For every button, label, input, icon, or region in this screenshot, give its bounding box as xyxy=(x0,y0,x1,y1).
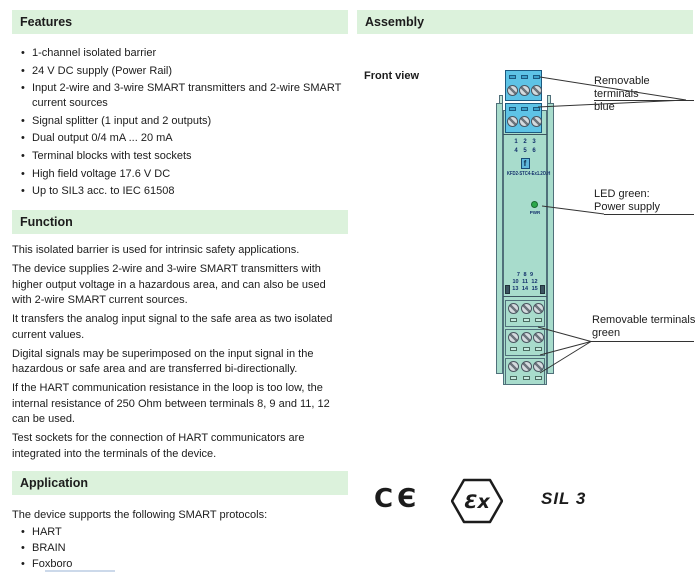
function-text xyxy=(12,243,348,462)
screw-terminal xyxy=(519,85,530,96)
test-socket xyxy=(510,376,517,380)
test-socket xyxy=(535,376,542,380)
test-socket xyxy=(533,75,540,79)
device-rail-right xyxy=(547,103,554,374)
feature-item: • Terminal blocks with test sockets xyxy=(12,149,348,164)
green-terminal-block-2 xyxy=(505,329,545,356)
terminal-numbers-top-row1: 1 2 3 xyxy=(514,139,536,145)
test-socket xyxy=(510,318,517,322)
device-model-label: KFD2-STC4-Ex1.2O.H xyxy=(506,171,551,177)
feature-item: • Dual output 0/4 mA ... 20 mA xyxy=(12,131,348,146)
assembly-section xyxy=(357,10,693,34)
screw-terminal xyxy=(507,85,518,96)
screw-terminal xyxy=(508,361,519,372)
function-paragraph: Test sockets for the connection of HART communicators are integrated into the terminals of the device. xyxy=(12,432,305,460)
feature-item: • Input 2-wire and 3-wire SMART transmitters and 2-wire SMART current sources xyxy=(12,81,348,111)
feature-item: • 1-channel isolated barrier xyxy=(12,46,348,61)
features-list xyxy=(12,46,348,199)
test-socket xyxy=(521,107,528,111)
features-section xyxy=(12,10,348,202)
screw-terminal xyxy=(531,85,542,96)
screw-terminal xyxy=(521,332,532,343)
svg-text:Ɛx: Ɛx xyxy=(464,491,490,513)
test-socket xyxy=(535,318,542,322)
blue-terminal-block-1 xyxy=(505,70,542,101)
power-led-icon xyxy=(531,201,538,208)
application-section xyxy=(12,471,348,572)
application-header: Application xyxy=(12,471,348,495)
feature-item: • High field voltage 17.6 V DC xyxy=(12,167,348,182)
function-paragraph: It transfers the analog input signal to the safe area as two isolated current values. xyxy=(12,313,333,341)
function-paragraph: If the HART communication resistance in the loop is too low, the internal resistance of 250 Ohm between terminals 8, 9 and 11, 12 can be used. xyxy=(12,382,330,425)
application-intro: The device supports the following SMART protocols: xyxy=(12,509,268,521)
ex-hexagon-icon xyxy=(451,478,503,524)
screw-terminal xyxy=(531,116,542,127)
test-socket xyxy=(535,347,542,351)
terminal-clamp-right xyxy=(540,285,545,294)
test-socket xyxy=(523,318,530,322)
page-footer-line-fragment xyxy=(45,570,115,572)
function-paragraph: The device supplies 2-wire and 3-wire SMART transmitters with higher output voltage in a hazardous area, and can also be used with 2-wire SMART current sources. xyxy=(12,263,326,306)
screw-terminal xyxy=(533,332,544,343)
green-terminal-block-3 xyxy=(505,358,545,385)
features-header: Features xyxy=(12,10,348,34)
device-divider-bottom xyxy=(503,296,547,297)
function-paragraph: This isolated barrier is used for intrinsic safety applications. xyxy=(12,244,300,256)
ce-mark-icon: CЄ xyxy=(374,484,421,514)
device-divider-top xyxy=(503,134,547,135)
screw-terminal xyxy=(533,361,544,372)
power-led-label: PWR xyxy=(529,210,541,215)
test-socket xyxy=(523,347,530,351)
feature-item: • 24 V DC supply (Power Rail) xyxy=(12,64,348,79)
test-socket xyxy=(510,347,517,351)
sil3-mark: SIL 3 xyxy=(541,489,587,508)
terminal-numbers-mid-row1: 7 8 9 xyxy=(516,272,534,278)
front-view-label: Front view xyxy=(364,70,420,82)
terminal-numbers-mid-row3: 13 14 15 xyxy=(512,286,538,292)
screw-terminal xyxy=(521,303,532,314)
function-paragraph: Digital signals may be superimposed on the input signal in the hazardous or safe area and are transferred bi-directionally. xyxy=(12,347,314,375)
test-socket xyxy=(521,75,528,79)
screw-terminal xyxy=(533,303,544,314)
terminal-numbers-top-row2: 4 5 6 xyxy=(514,148,536,154)
test-socket xyxy=(533,107,540,111)
test-socket xyxy=(509,107,516,111)
function-header: Function xyxy=(12,210,348,234)
assembly-header: Assembly xyxy=(357,10,693,34)
screw-terminal xyxy=(521,361,532,372)
test-socket xyxy=(509,75,516,79)
pepperl-fuchs-logo: f xyxy=(521,158,530,169)
protocol-item: • Foxboro xyxy=(12,556,348,572)
screw-terminal xyxy=(508,332,519,343)
screw-terminal xyxy=(508,303,519,314)
device-rail-left xyxy=(496,103,503,374)
protocols-list xyxy=(12,524,348,572)
protocol-item: • HART xyxy=(12,524,348,540)
callout-terminals-green: Removable terminals green xyxy=(592,314,696,339)
blue-terminal-block-2 xyxy=(505,103,542,133)
callout-terminals-blue: Removable terminals blue xyxy=(594,75,650,113)
screw-terminal xyxy=(519,116,530,127)
green-terminal-block-1 xyxy=(505,300,545,327)
protocol-item: • BRAIN xyxy=(12,540,348,556)
terminal-numbers-mid-row2: 10 11 12 xyxy=(512,279,538,285)
feature-item: • Up to SIL3 acc. to IEC 61508 xyxy=(12,184,348,199)
screw-terminal xyxy=(507,116,518,127)
test-socket xyxy=(523,376,530,380)
function-section xyxy=(12,210,348,466)
feature-item: • Signal splitter (1 input and 2 outputs) xyxy=(12,114,348,129)
callout-led: LED green: Power supply xyxy=(594,188,661,213)
terminal-clamp-left xyxy=(505,285,510,294)
